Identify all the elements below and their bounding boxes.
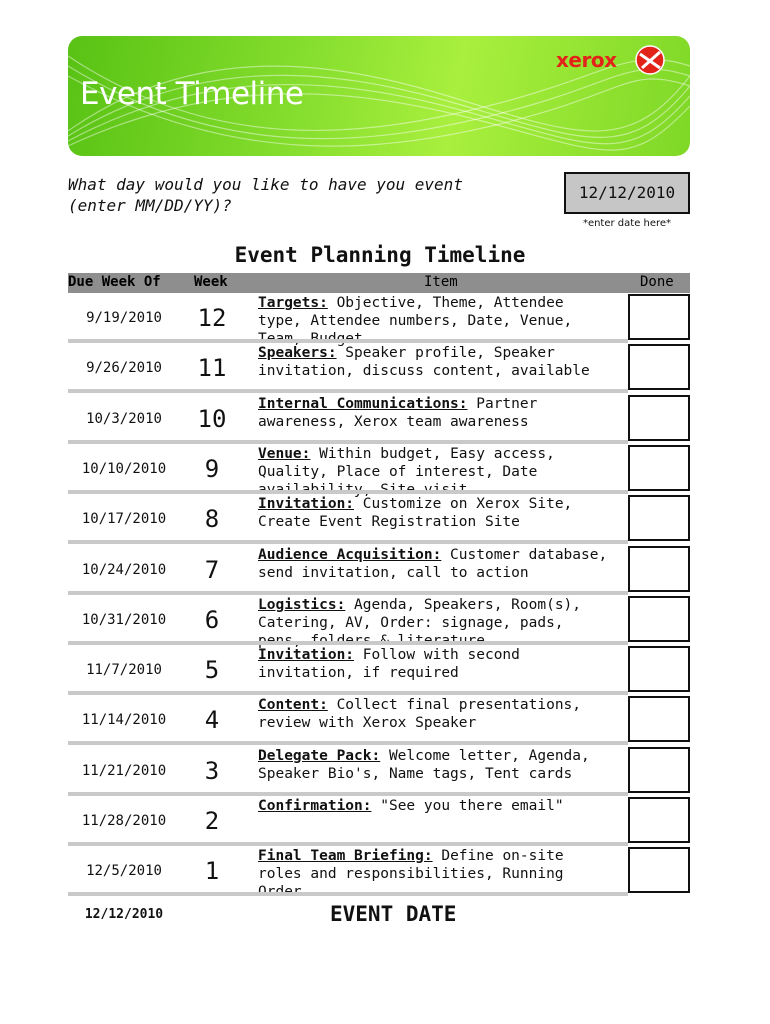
due-week-cell: 10/24/2010 [81, 561, 167, 578]
item-text: Define on-site roles and responsibilities, Running [258, 848, 564, 883]
date-question [68, 174, 463, 216]
done-checkbox[interactable] [628, 495, 690, 541]
row-divider [68, 741, 628, 745]
item-cell [258, 696, 614, 739]
due-week-cell: 10/31/2010 [81, 611, 167, 628]
item-text: "See you there email" [371, 798, 564, 814]
done-checkbox[interactable] [628, 294, 690, 340]
due-week-cell: 10/3/2010 [86, 410, 162, 427]
week-number-cell: 10 [197, 404, 227, 433]
item-cell [258, 747, 614, 790]
week-number-cell: 8 [204, 505, 220, 534]
item-cell [258, 395, 614, 438]
table-header-bar [68, 273, 690, 293]
done-checkbox[interactable] [628, 344, 690, 390]
row-divider [68, 440, 628, 444]
item-label: Confirmation: [258, 798, 372, 814]
event-date-label: EVENT DATE [330, 902, 457, 926]
item-cell [258, 847, 614, 890]
item-text: Follow with second invitation, if required [258, 647, 520, 682]
item-cell [258, 294, 614, 337]
done-checkbox[interactable] [628, 445, 690, 491]
item-text: Speaker profile, Speaker invitation, discuss content, available [258, 345, 590, 380]
week-number-cell: 6 [204, 605, 220, 634]
item-cell [258, 495, 614, 538]
due-week-cell: 9/19/2010 [86, 310, 162, 326]
item-label: Targets: [258, 295, 328, 311]
done-checkbox[interactable] [628, 797, 690, 843]
item-cell [258, 445, 614, 488]
table-row [68, 495, 690, 545]
table-row [68, 445, 690, 495]
item-text: Agenda, Speakers, Room(s), Catering, AV, Order: signage, pads, [258, 596, 582, 631]
done-checkbox[interactable] [628, 395, 690, 441]
due-week-cell: 11/7/2010 [86, 662, 162, 679]
table-row [68, 344, 690, 394]
item-label: Invitation: [258, 647, 355, 664]
question-line-1: What day would you like to have you event [68, 175, 463, 194]
table-row [68, 395, 690, 445]
row-divider [68, 892, 628, 896]
item-label: Content: [258, 697, 328, 714]
done-checkbox[interactable] [628, 546, 690, 592]
row-divider [68, 792, 628, 796]
item-text: Partner awareness, Xerox team awareness [258, 395, 538, 430]
week-number-cell: 11 [197, 354, 227, 383]
item-label: Invitation: [258, 496, 355, 513]
row-divider [68, 339, 628, 343]
item-cell [258, 344, 614, 387]
item-text: Customer database, send invitation, call to action [258, 546, 608, 581]
table-row [68, 646, 690, 696]
week-number-cell: 9 [204, 454, 220, 483]
table-title: Event Planning Timeline [234, 243, 526, 267]
done-checkbox[interactable] [628, 596, 690, 642]
header-week: Week [194, 274, 228, 290]
done-checkbox[interactable] [628, 696, 690, 742]
item-label: Logistics: [258, 596, 346, 613]
event-date-input[interactable]: 12/12/2010 [564, 172, 690, 214]
row-divider [68, 691, 628, 695]
xerox-logo-text: xerox [556, 48, 617, 72]
item-text: Within budget, Easy access, Quality, Place of interest, Date [258, 445, 555, 480]
item-label: Internal Communications: [258, 395, 468, 412]
row-divider [68, 641, 628, 645]
header-due-week: Due Week Of [68, 274, 161, 290]
item-label: Audience Acquisition: [258, 546, 442, 563]
table-row [68, 546, 690, 596]
done-checkbox[interactable] [628, 847, 690, 893]
item-label: Speakers: [258, 345, 337, 362]
week-number-cell: 7 [204, 555, 220, 584]
final-event-date: 12/12/2010 [84, 907, 164, 922]
table-row [68, 294, 690, 344]
header-banner [68, 36, 690, 156]
item-label: Delegate Pack: [258, 747, 381, 764]
item-label: Venue: [258, 445, 311, 462]
row-divider [68, 591, 628, 595]
row-divider [68, 389, 628, 393]
done-checkbox[interactable] [628, 747, 690, 793]
week-number-cell: 1 [204, 857, 220, 886]
xerox-logo-icon [634, 44, 666, 76]
done-checkbox[interactable] [628, 646, 690, 692]
week-number-cell: 2 [204, 807, 220, 835]
item-text: Customize on Xerox Site, Create Event Registration Site [258, 496, 573, 531]
table-row [68, 696, 690, 746]
table-row [68, 797, 690, 847]
row-divider [68, 842, 628, 846]
item-cell [258, 797, 614, 840]
due-week-cell: 11/21/2010 [81, 762, 167, 779]
row-divider [68, 490, 628, 494]
item-cell [258, 646, 614, 689]
item-cell [258, 546, 614, 589]
week-number-cell: 5 [204, 656, 220, 685]
date-hint: *enter date here* [582, 218, 672, 229]
week-number-cell: 4 [204, 706, 220, 735]
header-done: Done [640, 274, 674, 290]
item-label: Final Team Briefing: [258, 848, 433, 865]
due-week-cell: 10/17/2010 [81, 511, 167, 528]
question-line-2: (enter MM/DD/YY)? [68, 196, 232, 215]
due-week-cell: 12/5/2010 [86, 863, 162, 880]
item-text: Collect final presentations, review with Xerox Speaker [258, 697, 582, 732]
due-week-cell: 11/14/2010 [81, 712, 167, 729]
due-week-cell: 11/28/2010 [81, 813, 167, 829]
item-text: Welcome letter, Agenda, Speaker Bio's, Name tags, Tent cards [258, 747, 590, 782]
item-cell [258, 596, 614, 639]
table-row [68, 847, 690, 897]
table-row [68, 747, 690, 797]
due-week-cell: 9/26/2010 [86, 360, 162, 377]
week-number-cell: 3 [204, 756, 220, 785]
banner-title: Event Timeline [80, 76, 304, 112]
header-item: Item [424, 274, 458, 290]
due-week-cell: 10/10/2010 [81, 460, 167, 477]
week-number-cell: 12 [197, 304, 227, 332]
table-row [68, 596, 690, 646]
row-divider [68, 540, 628, 544]
item-text: Objective, Theme, Attendee type, Attendee numbers, Date, Venue, [258, 295, 573, 329]
